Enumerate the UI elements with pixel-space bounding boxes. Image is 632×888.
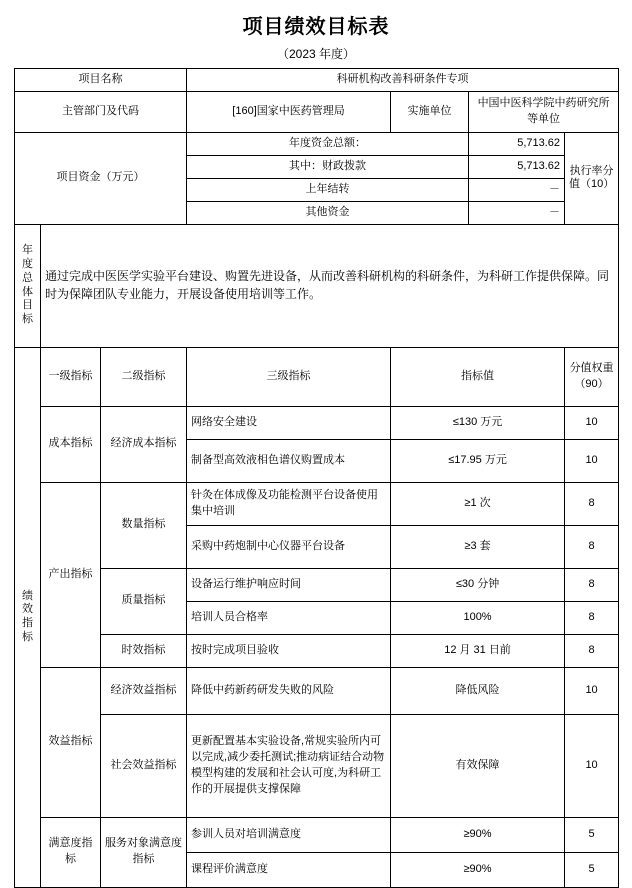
indicator-level3-0-0-1: 制备型高效液相色谱仪购置成本 bbox=[187, 439, 391, 482]
indicator-level1-1: 产出指标 bbox=[41, 482, 101, 667]
indicator-level3-2-1-0: 更新配置基本实验设备,常规实验所内可以完成,减少委托测试;推动病证结合动物模型构建的发展和社会认可度,为科研工作的开展提供支撑保障 bbox=[187, 714, 391, 817]
indicator-level3-3-0-1: 课程评价满意度 bbox=[187, 852, 391, 887]
indicator-level2-2-0: 经济效益指标 bbox=[101, 667, 187, 714]
header-value: 指标值 bbox=[391, 347, 565, 406]
project-name-value: 科研机构改善科研条件专项 bbox=[187, 69, 619, 92]
table-row-indicator bbox=[15, 568, 619, 601]
table-row-indicator bbox=[15, 667, 619, 714]
header-level3: 三级指标 bbox=[187, 347, 391, 406]
header-level2: 二级指标 bbox=[101, 347, 187, 406]
indicator-weight-1-2-0: 8 bbox=[565, 634, 619, 667]
department-label: 主管部门及代码 bbox=[15, 91, 187, 132]
indicator-weight-2-0-0: 10 bbox=[565, 667, 619, 714]
indicator-value-3-0-1: ≥90% bbox=[391, 852, 565, 887]
indicator-level2-0-0: 经济成本指标 bbox=[101, 406, 187, 482]
table-row-indicator bbox=[15, 634, 619, 667]
fund-item-name-1: 其中：财政拨款 bbox=[187, 155, 469, 178]
indicator-level3-1-1-1: 培训人员合格率 bbox=[187, 601, 391, 634]
document-page bbox=[0, 10, 632, 885]
indicator-value-1-1-1: 100% bbox=[391, 601, 565, 634]
indicator-level2-1-1: 质量指标 bbox=[101, 568, 187, 634]
indicator-level2-3-0: 服务对象满意度指标 bbox=[101, 817, 187, 887]
indicator-level2-1-2: 时效指标 bbox=[101, 634, 187, 667]
fund-item-value-2: － bbox=[469, 178, 565, 201]
fund-item-value-1: 5,713.62 bbox=[469, 155, 565, 178]
indicator-weight-3-0-1: 5 bbox=[565, 852, 619, 887]
performance-indicator-label bbox=[15, 347, 41, 887]
performance-goal-table bbox=[14, 68, 619, 888]
fund-item-name-3: 其他资金 bbox=[187, 201, 469, 224]
fund-item-name-2: 上年结转 bbox=[187, 178, 469, 201]
table-row-department bbox=[15, 91, 619, 132]
fund-item-value-0: 5,713.62 bbox=[469, 132, 565, 155]
indicator-weight-0-0-1: 10 bbox=[565, 439, 619, 482]
indicator-level1-3: 满意度指标 bbox=[41, 817, 101, 887]
indicator-value-3-0-0: ≥90% bbox=[391, 817, 565, 852]
funds-label bbox=[15, 132, 187, 224]
indicator-weight-1-0-1: 8 bbox=[565, 525, 619, 568]
annual-goal-text: 通过完成中医医学实验平台建设、购置先进设备，从而改善科研机构的科研条件，为科研工作提供保障。同时为保障团队专业能力，开展设备使用培训等工作。 bbox=[41, 224, 619, 347]
indicator-value-2-0-0: 降低风险 bbox=[391, 667, 565, 714]
indicator-level3-1-2-0: 按时完成项目验收 bbox=[187, 634, 391, 667]
header-weight: 分值权重（90） bbox=[565, 347, 619, 406]
department-value: [160]国家中医药管理局 bbox=[187, 91, 391, 132]
implementation-unit-value: 中国中医科学院中药研究所等单位 bbox=[469, 91, 619, 132]
fund-item-name-0: 年度资金总额： bbox=[187, 132, 469, 155]
table-row-funds-total bbox=[15, 132, 619, 155]
execution-rate-text: 执行率分值（10） bbox=[569, 164, 615, 191]
header-level1: 一级指标 bbox=[41, 347, 101, 406]
table-row-indicator-header bbox=[15, 347, 619, 406]
indicator-level2-1-0: 数量指标 bbox=[101, 482, 187, 568]
indicator-weight-1-1-1: 8 bbox=[565, 601, 619, 634]
indicator-value-1-1-0: ≤30 分钟 bbox=[391, 568, 565, 601]
project-name-label: 项目名称 bbox=[15, 69, 187, 92]
indicator-level3-1-0-1: 采购中药炮制中心仪器平台设备 bbox=[187, 525, 391, 568]
indicator-level1-0: 成本指标 bbox=[41, 406, 101, 482]
indicator-level2-2-1: 社会效益指标 bbox=[101, 714, 187, 817]
indicator-level3-1-0-0: 针灸在体成像及功能检测平台设备使用集中培训 bbox=[187, 482, 391, 525]
indicator-level3-0-0-0: 网络安全建设 bbox=[187, 406, 391, 439]
indicator-level3-3-0-0: 参训人员对培训满意度 bbox=[187, 817, 391, 852]
indicator-value-2-1-0: 有效保障 bbox=[391, 714, 565, 817]
fund-item-value-3: － bbox=[469, 201, 565, 224]
indicator-value-1-0-1: ≥3 套 bbox=[391, 525, 565, 568]
indicator-weight-1-0-0: 8 bbox=[565, 482, 619, 525]
indicator-level1-2: 效益指标 bbox=[41, 667, 101, 817]
table-row-indicator bbox=[15, 817, 619, 852]
table-row-indicator bbox=[15, 482, 619, 525]
table-row-annual-goal bbox=[15, 224, 619, 347]
table-row-indicator bbox=[15, 406, 619, 439]
indicator-value-1-0-0: ≥1 次 bbox=[391, 482, 565, 525]
table-row-indicator bbox=[15, 714, 619, 817]
indicator-level3-1-1-0: 设备运行维护响应时间 bbox=[187, 568, 391, 601]
indicator-weight-2-1-0: 10 bbox=[565, 714, 619, 817]
indicator-value-0-0-0: ≤130 万元 bbox=[391, 406, 565, 439]
table-row-project-name bbox=[15, 69, 619, 92]
page-title: 项目绩效目标表 bbox=[242, 16, 390, 38]
indicator-weight-1-1-0: 8 bbox=[565, 568, 619, 601]
indicator-level3-2-0-0: 降低中药新药研发失败的风险 bbox=[187, 667, 391, 714]
page-subtitle: （2023 年度） bbox=[276, 47, 356, 61]
indicator-value-1-2-0: 12 月 31 日前 bbox=[391, 634, 565, 667]
execution-rate-label bbox=[565, 132, 619, 224]
annual-goal-label-text: 年度总体目标 bbox=[22, 244, 33, 326]
performance-indicator-label-text: 绩效指标 bbox=[22, 589, 33, 643]
implementation-unit-label: 实施单位 bbox=[391, 91, 469, 132]
indicator-weight-0-0-0: 10 bbox=[565, 406, 619, 439]
indicator-value-0-0-1: ≤17.95 万元 bbox=[391, 439, 565, 482]
funds-label-text: 项目资金（万元） bbox=[56, 171, 145, 184]
annual-goal-label bbox=[15, 224, 41, 347]
indicator-weight-3-0-0: 5 bbox=[565, 817, 619, 852]
